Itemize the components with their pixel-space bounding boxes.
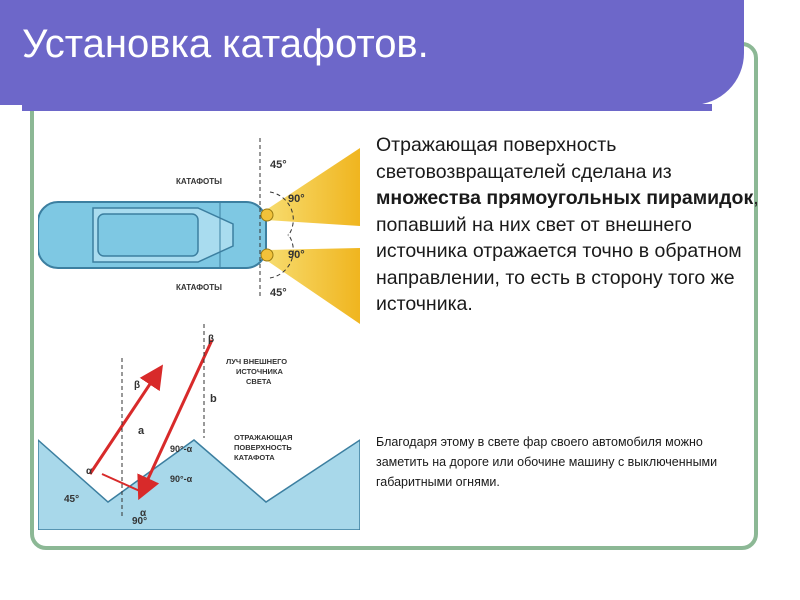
surface-label-3: КАТАФОТА bbox=[234, 453, 275, 462]
angle-90-minus-alpha-top: 90°-α bbox=[170, 444, 193, 454]
main-text-bold: множества прямоугольных пирамидок bbox=[376, 187, 754, 209]
title-bar bbox=[0, 0, 744, 105]
ray-label-1: ЛУЧ ВНЕШНЕГО bbox=[226, 357, 288, 366]
reflector-bottom bbox=[261, 249, 273, 261]
alpha-bottom: α bbox=[140, 508, 147, 519]
beta-right: β bbox=[208, 334, 215, 345]
surface-label-2: ПОВЕРХНОСТЬ bbox=[234, 443, 292, 452]
angle-90-bottom: 90° bbox=[288, 249, 305, 261]
note-text: Благодаря этому в свете фар своего автомобиля можно заметить на дороге или обочине машину с выключенными габаритными огнями. bbox=[376, 435, 718, 489]
reflecting-surface bbox=[38, 440, 360, 530]
beta-left: β bbox=[134, 380, 141, 391]
angle-90-top: 90° bbox=[288, 193, 305, 205]
ray-label-3: СВЕТА bbox=[246, 377, 272, 386]
angle-90-minus-alpha: 90°-α bbox=[170, 474, 193, 484]
alpha-left: α bbox=[86, 466, 93, 477]
reflector-diagram bbox=[38, 128, 360, 530]
main-text-part2: , попавший на них свет от внешнего источника отражается точно в обратном направлении, то есть в сторону того же источника. bbox=[376, 187, 759, 315]
surface-label-1: ОТРАЖАЮЩАЯ bbox=[234, 433, 293, 442]
angle-45-bottom: 45° bbox=[270, 287, 287, 299]
ray-label-2: ИСТОЧНИКА bbox=[236, 367, 283, 376]
angle-45-top: 45° bbox=[270, 159, 287, 171]
car-roof bbox=[98, 214, 198, 256]
label-b: b bbox=[210, 393, 217, 405]
angle-45: 45° bbox=[64, 494, 80, 505]
slide-title: Установка катафотов. bbox=[22, 22, 429, 66]
main-text-part1: Отражающая поверхность световозвращателей сделана из bbox=[376, 134, 672, 183]
reflector-top bbox=[261, 209, 273, 221]
light-cone-bottom bbox=[266, 248, 360, 324]
main-text bbox=[376, 132, 768, 318]
car-top-view bbox=[38, 202, 266, 268]
label-a: a bbox=[138, 425, 145, 437]
ray-reflected bbox=[90, 372, 158, 474]
angle-90: 90° bbox=[132, 516, 148, 527]
title-underline bbox=[22, 104, 712, 111]
label-reflectors-top: КАТАФОТЫ bbox=[176, 177, 222, 186]
label-reflectors-bottom: КАТАФОТЫ bbox=[176, 283, 222, 292]
